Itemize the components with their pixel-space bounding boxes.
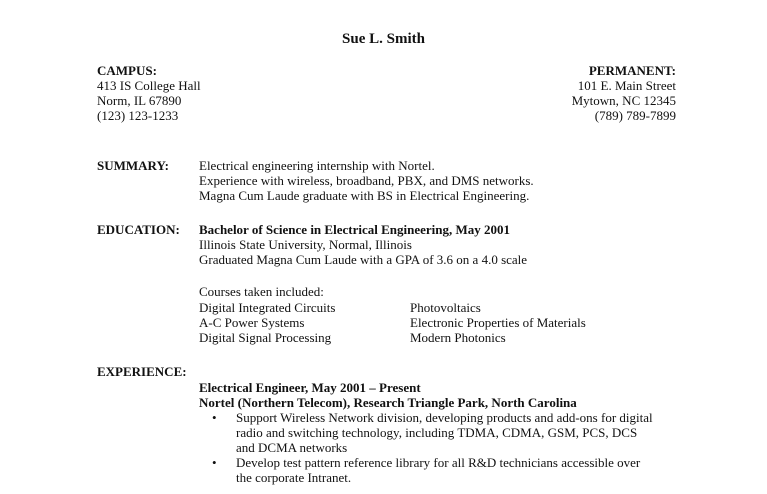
job-duty-line: radio and switching technology, including TDMA, CDMA, GSM, PCS, DCS (236, 425, 638, 440)
job-company: Nortel (Northern Telecom), Research Triangle Park, North Carolina (199, 395, 577, 410)
course-item: Photovoltaics (410, 300, 481, 315)
job-duty-line: and DCMA networks (236, 440, 348, 455)
campus-phone: (123) 123-1233 (97, 108, 179, 123)
course-item: A-C Power Systems (199, 315, 305, 330)
school: Illinois State University, Normal, Illinois (199, 237, 412, 252)
bullet-glyph: • (212, 410, 217, 425)
job-duty-item (199, 410, 699, 455)
campus-address-block (97, 63, 201, 123)
experience-section (199, 380, 577, 410)
summary-section (199, 158, 534, 203)
course-item: Digital Signal Processing (199, 330, 332, 345)
course-row (199, 315, 586, 330)
summary-line: Magna Cum Laude graduate with BS in Electrical Engineering. (199, 188, 530, 203)
job-duty-line: Develop test pattern reference library for all R&D technicians accessible over (236, 455, 641, 470)
course-item: Electronic Properties of Materials (410, 315, 586, 330)
experience-heading: EXPERIENCE: (97, 364, 187, 379)
course-item: Modern Photonics (410, 330, 506, 345)
permanent-phone: (789) 789-7899 (594, 108, 676, 123)
job-duty-line: Support Wireless Network division, developing products and add-ons for digital (236, 410, 653, 425)
courses-table (199, 300, 586, 345)
permanent-street: 101 E. Main Street (577, 78, 676, 93)
job-duty-item (199, 455, 699, 485)
job-duties-list (199, 410, 699, 485)
course-item: Digital Integrated Circuits (199, 300, 336, 315)
course-row (199, 300, 586, 315)
courses-label: Courses taken included: (199, 284, 324, 299)
degree: Bachelor of Science in Electrical Engineering, May 2001 (199, 222, 510, 237)
summary-line: Electrical engineering internship with Nortel. (199, 158, 435, 173)
bullet-glyph: • (212, 455, 217, 470)
campus-street: 413 IS College Hall (97, 78, 201, 93)
course-row (199, 330, 586, 345)
permanent-city: Mytown, NC 12345 (571, 93, 676, 108)
education-section (199, 222, 527, 267)
campus-heading: CAMPUS: (97, 63, 157, 78)
gpa: Graduated Magna Cum Laude with a GPA of 3.6 on a 4.0 scale (199, 252, 528, 267)
education-heading: EDUCATION: (97, 222, 180, 237)
permanent-address-block (572, 63, 676, 123)
summary-heading: SUMMARY: (97, 158, 170, 173)
campus-city: Norm, IL 67890 (97, 93, 182, 108)
permanent-heading: PERMANENT: (588, 63, 676, 78)
summary-line: Experience with wireless, broadband, PBX, and DMS networks. (199, 173, 534, 188)
job-title: Electrical Engineer, May 2001 – Present (199, 380, 421, 395)
job-duty-line: the corporate Intranet. (236, 470, 352, 485)
applicant-name: Sue L. Smith (342, 31, 425, 47)
